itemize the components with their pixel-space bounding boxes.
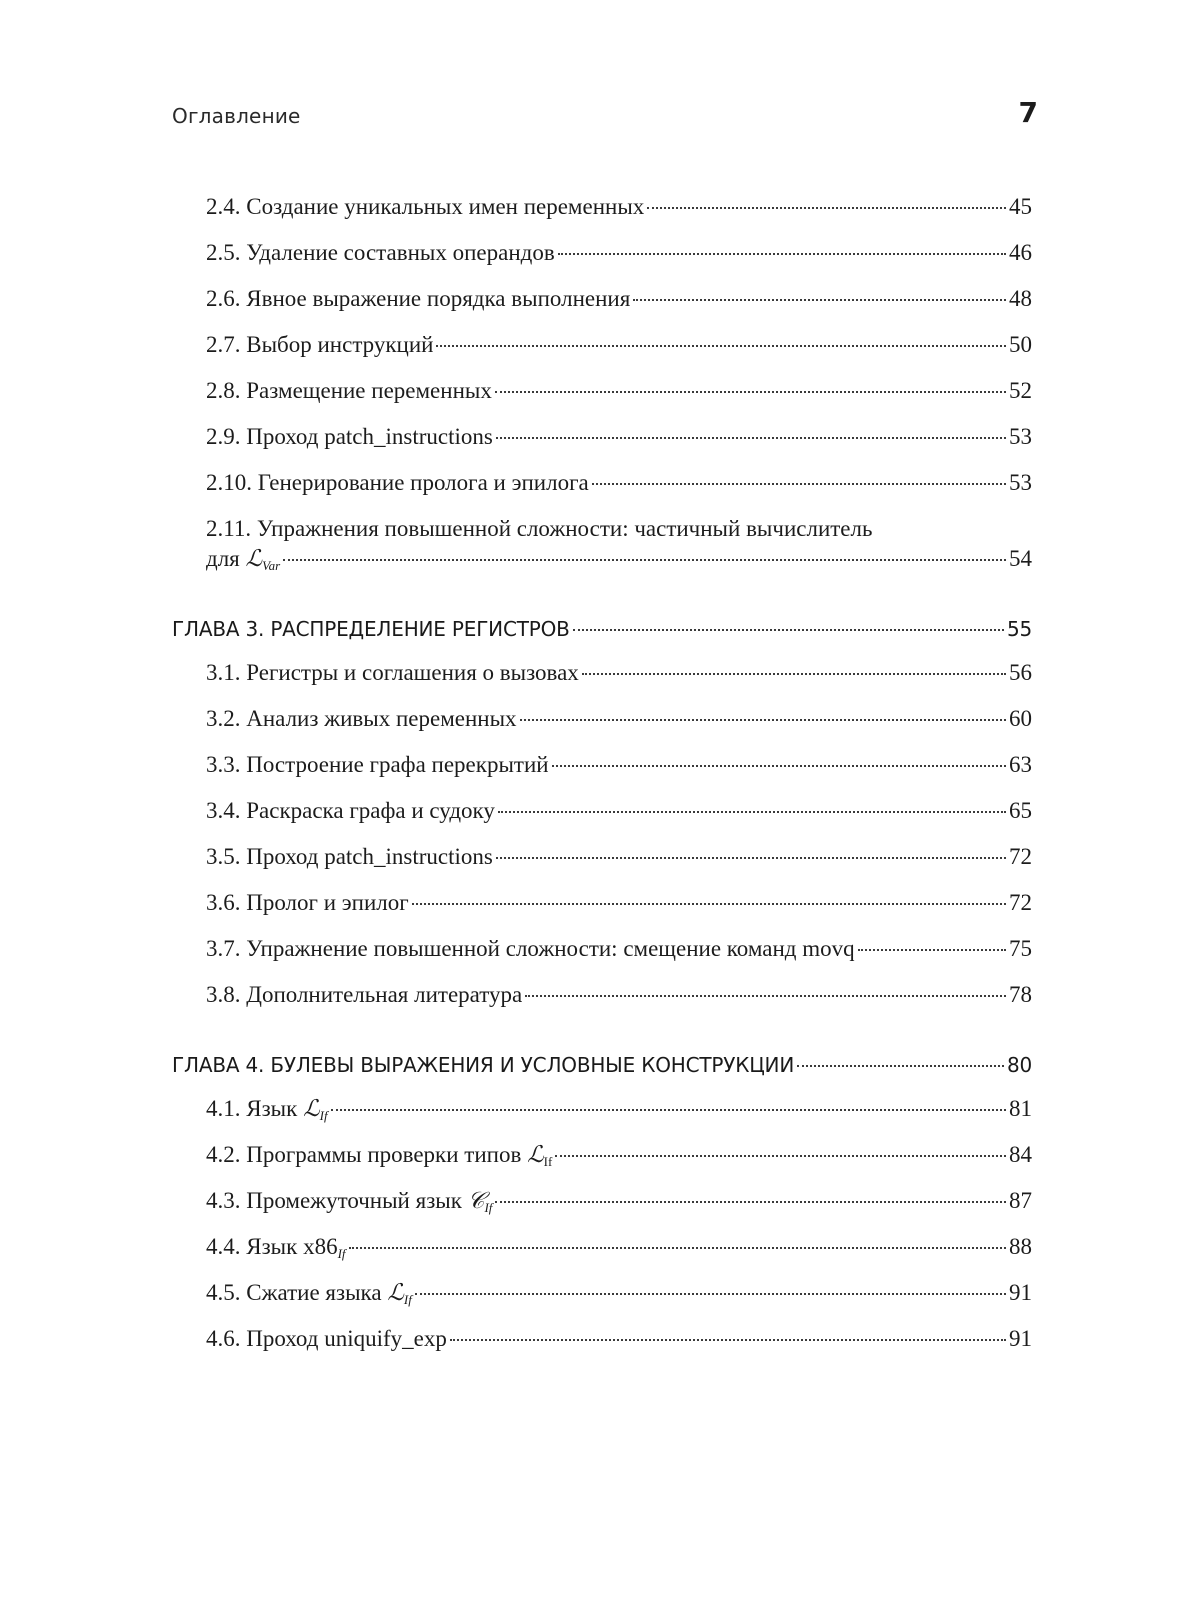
toc-entry-title: 2.8. Размещение переменных — [206, 378, 492, 403]
toc-entry-title: 3.6. Пролог и эпилог — [206, 890, 409, 915]
dot-leader — [858, 949, 1006, 951]
toc-entry-4-2 — [206, 1140, 1032, 1170]
dot-leader — [520, 719, 1006, 721]
dot-leader — [495, 1201, 1006, 1203]
toc-entry-title — [206, 1278, 412, 1308]
toc-entry-3-4 — [206, 796, 1032, 826]
lang-subscript: If — [543, 1154, 553, 1169]
toc-entry-4-3 — [206, 1186, 1032, 1216]
dot-leader — [450, 1339, 1006, 1341]
toc-entry-title: 2.7. Выбор инструкций — [206, 332, 434, 357]
toc-entry-title: 2.5. Удаление составных операндов — [206, 240, 555, 265]
dot-leader — [582, 673, 1006, 675]
toc-entry-title: 3.8. Дополнительная литература — [206, 982, 523, 1007]
toc-entry-2-6 — [206, 284, 1032, 314]
toc-entry-page: 63 — [1009, 752, 1032, 777]
toc-entry-page: 88 — [1009, 1234, 1032, 1259]
dot-leader — [525, 995, 1006, 997]
lang-symbol: 𝒞 — [467, 1188, 485, 1214]
toc-entry-2-10 — [206, 468, 1032, 498]
toc-entry-title: 2.11. Упражнения повышенной сложности: частичный вычислитель — [206, 516, 873, 541]
toc-entry-prefix: 4.3. Промежуточный язык — [206, 1188, 468, 1213]
dot-leader — [412, 903, 1006, 905]
running-head: Оглавление — [172, 104, 301, 128]
toc-entry-title: 3.1. Регистры и соглашения о вызовах — [206, 660, 579, 685]
toc-chapter-3 — [172, 614, 1032, 644]
lang-symbol: ℒ — [387, 1280, 404, 1306]
toc-entry-page: 52 — [1009, 378, 1032, 403]
toc-chapter-title: ГЛАВА 4. БУЛЕВЫ ВЫРАЖЕНИЯ И УСЛОВНЫЕ КОНСТРУКЦИИ — [172, 1053, 795, 1077]
toc-entry-3-2 — [206, 704, 1032, 734]
toc-entry-prefix: 4.4. Язык — [206, 1234, 304, 1259]
toc-entry-3-5 — [206, 842, 1032, 872]
dot-leader — [496, 437, 1006, 439]
toc-entry-title: 3.5. Проход patch_instructions — [206, 844, 493, 869]
lang-symbol: ℒ — [303, 1096, 320, 1122]
dot-leader — [573, 629, 1004, 631]
toc-entry-title: 2.6. Явное выражение порядка выполнения — [206, 286, 631, 311]
toc-entry-title: 3.2. Анализ живых переменных — [206, 706, 517, 731]
lang-subscript: If — [403, 1292, 412, 1307]
toc-entry-page: 60 — [1009, 706, 1032, 731]
toc-entry-title: 4.6. Проход uniquify_exp — [206, 1326, 447, 1351]
lang-symbol: ℒ — [245, 546, 263, 572]
toc-entry-page: 81 — [1009, 1096, 1032, 1121]
toc-entry-page: 53 — [1009, 424, 1032, 449]
toc-entry-3-6 — [206, 888, 1032, 918]
toc-chapter-title: ГЛАВА 3. РАСПРЕДЕЛЕНИЕ РЕГИСТРОВ — [172, 617, 570, 641]
toc-entry-prefix: 4.1. Язык — [206, 1096, 304, 1121]
page-number: 7 — [1018, 96, 1038, 129]
toc-entry-2-9 — [206, 422, 1032, 452]
toc-entry-page: 80 — [1006, 1053, 1032, 1077]
toc-entry-page: 45 — [1009, 194, 1032, 219]
toc-entry-prefix: 4.2. Программы проверки типов — [206, 1142, 528, 1167]
dot-leader — [496, 857, 1006, 859]
toc-entry-3-7 — [206, 934, 1032, 964]
toc-entry-page: 48 — [1009, 286, 1032, 311]
toc-entry-title: 3.4. Раскраска графа и судоку — [206, 798, 495, 823]
toc-entry-2-7 — [206, 330, 1032, 360]
toc-entry-page: 91 — [1009, 1280, 1032, 1305]
lang-subscript: If — [484, 1200, 493, 1215]
dot-leader — [415, 1293, 1006, 1295]
toc-entry-title: 2.10. Генерирование пролога и эпилога — [206, 470, 589, 495]
lang-subscript: Var — [262, 558, 281, 573]
dot-leader — [436, 345, 1006, 347]
toc-entry-page: 53 — [1009, 470, 1032, 495]
dot-leader — [558, 253, 1006, 255]
dot-leader — [552, 765, 1006, 767]
toc-entry-2-11-line2 — [206, 544, 1032, 574]
lang-subscript: If — [337, 1246, 346, 1261]
dot-leader — [495, 391, 1006, 393]
toc-entry-4-6 — [206, 1324, 1032, 1354]
dot-leader — [498, 811, 1006, 813]
toc-entry-page: 84 — [1009, 1142, 1032, 1167]
toc-entry-page: 56 — [1009, 660, 1032, 685]
dot-leader — [331, 1109, 1006, 1111]
toc-chapter-4 — [172, 1050, 1032, 1080]
dot-leader — [555, 1155, 1006, 1157]
toc-entry-title — [206, 1186, 492, 1216]
lang-symbol: x86 — [303, 1234, 338, 1259]
toc-entry-3-8 — [206, 980, 1032, 1010]
toc-entry-page: 55 — [1006, 617, 1032, 641]
dot-leader — [283, 559, 1006, 561]
toc-entry-title — [206, 1140, 552, 1170]
toc-entry-title — [206, 1094, 328, 1124]
toc-entry-page: 87 — [1009, 1188, 1032, 1213]
lang-subscript: If — [319, 1108, 328, 1123]
toc-entry-page: 50 — [1009, 332, 1032, 357]
toc-entry-page: 54 — [1009, 546, 1032, 571]
dot-leader — [349, 1247, 1006, 1249]
toc-entry-page: 91 — [1009, 1326, 1032, 1351]
toc-entry-page: 72 — [1009, 890, 1032, 915]
toc-entry-2-8 — [206, 376, 1032, 406]
toc-entry-page: 46 — [1009, 240, 1032, 265]
lang-symbol: ℒ — [527, 1142, 544, 1168]
dot-leader — [797, 1065, 1004, 1067]
toc-entry-title — [206, 1232, 346, 1262]
toc-entry-4-5 — [206, 1278, 1032, 1308]
toc-entry-title: 2.9. Проход patch_instructions — [206, 424, 493, 449]
toc-entry-title-continued — [206, 544, 280, 574]
dot-leader — [647, 207, 1006, 209]
toc-entry-page: 78 — [1009, 982, 1032, 1007]
toc-entry-page: 65 — [1009, 798, 1032, 823]
toc-entry-2-4 — [206, 192, 1032, 222]
toc-entry-2-5 — [206, 238, 1032, 268]
toc-entry-title: 3.3. Построение графа перекрытий — [206, 752, 549, 777]
toc-entry-title: 2.4. Создание уникальных имен переменных — [206, 194, 645, 219]
dot-leader — [592, 483, 1006, 485]
toc-entry-prefix: для — [206, 546, 246, 571]
toc-entry-page: 72 — [1009, 844, 1032, 869]
dot-leader — [633, 299, 1006, 301]
toc-entry-page: 75 — [1009, 936, 1032, 961]
toc-entry-title: 3.7. Упражнение повышенной сложности: смещение команд movq — [206, 936, 855, 961]
toc-entry-2-11-line1 — [206, 514, 1032, 544]
toc-entry-4-1 — [206, 1094, 1032, 1124]
toc-entry-3-3 — [206, 750, 1032, 780]
toc-entry-3-1 — [206, 658, 1032, 688]
toc-entry-prefix: 4.5. Сжатие языка — [206, 1280, 388, 1305]
toc-entry-4-4 — [206, 1232, 1032, 1262]
